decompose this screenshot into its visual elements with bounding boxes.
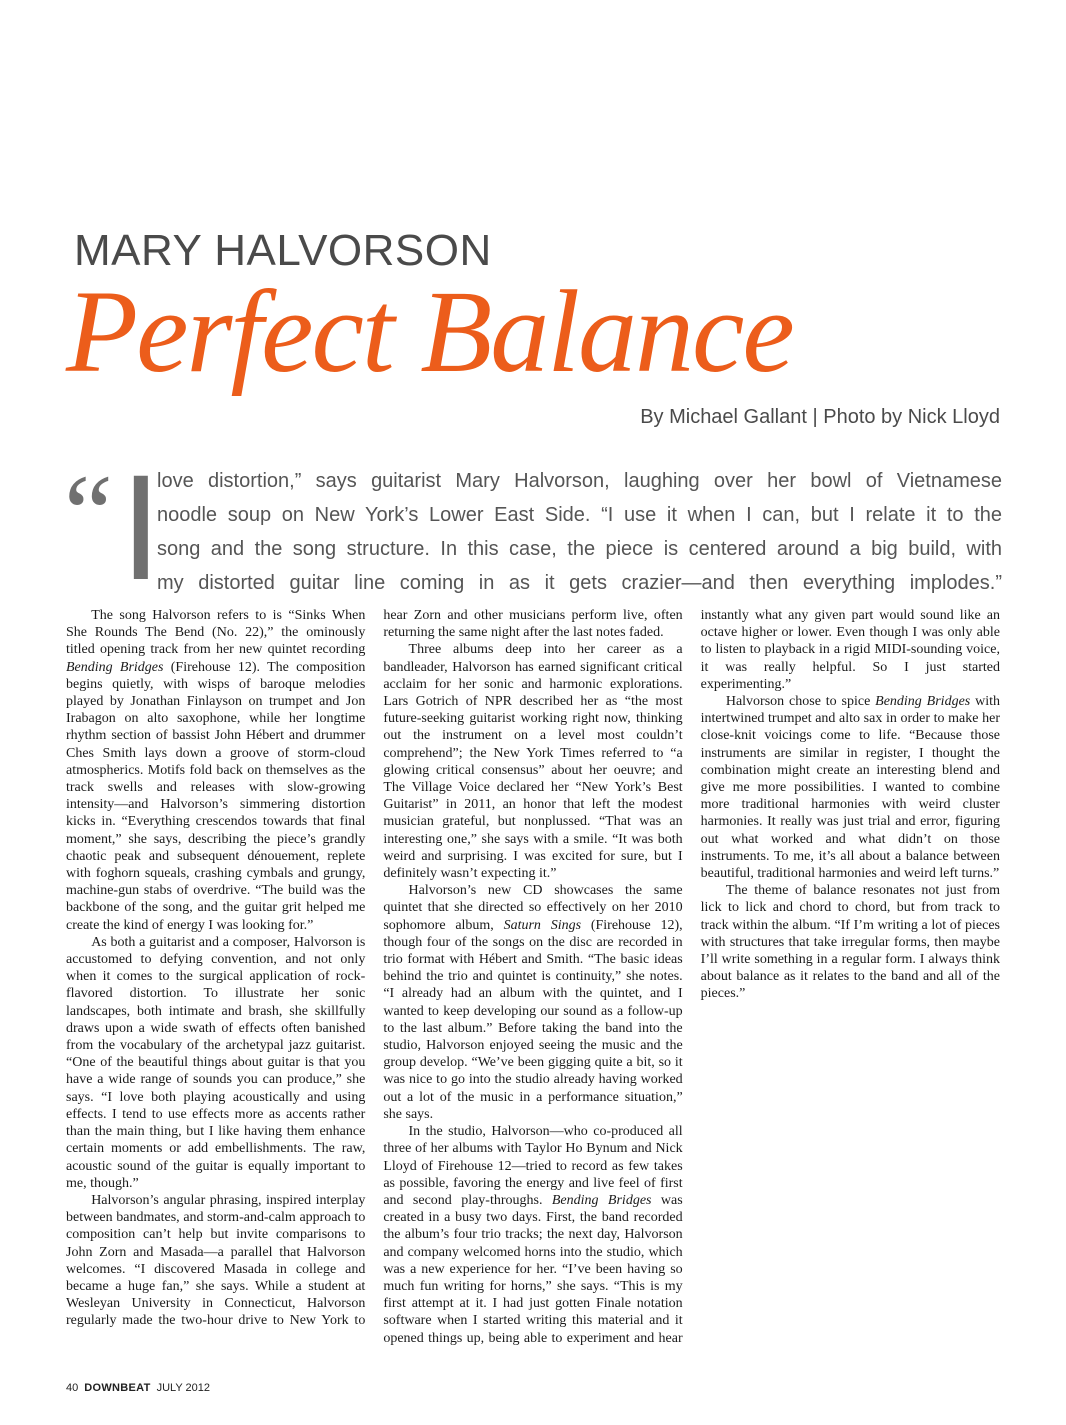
article-body (66, 607, 1000, 1347)
album-title: Bending Bridges (551, 1192, 652, 1208)
body-paragraph (701, 693, 1000, 882)
byline: By Michael Gallant | Photo by Nick Lloyd (640, 406, 1000, 428)
album-title: Bending Bridges (875, 694, 971, 710)
open-quote-mark: “ (64, 452, 113, 574)
body-paragraph: Halvorson’s angular phrasing, inspired interplay between bandmates, and storm-and-calm approach to composition can’t help but invite comparisons to John Zorn and Masada—a parallel that Halvorson welcomes. “I discovered Masada in college and became a huge fan,” she says. While a student at Wesleyan University in Connecticut, Halvorson regularly made the two-hour drive to New York to hear Zorn and other musicians perform live, often returning the same night after the last notes faded. (66, 608, 683, 1329)
body-paragraph: As both a guitarist and a composer, Halvorson is accustomed to defying convention, and not only when it comes to the surgical application of rock-flavored distortion. To illustrate her sonic landscapes, both intimate and brash, she skillfully draws upon a wide swath of effects often banished from the vocabulary of the archetypal jazz guitarist. “One of the beautiful things about guitar is that you have a wide range of sounds you can produce,” she says. “I love both playing acoustically and using effects. I tend to use effects more as accents rather than the main thing, but I like having them enhance certain moments or add embellishments. The raw, acoustic sound of the guitar is equally important to me, though.” (66, 934, 366, 1191)
magazine-name: DOWNBEAT (84, 1382, 151, 1394)
body-paragraph: Three albums deep into her career as a bandleader, Halvorson has earned significant critical acclaim for her sonic and harmonic explorations. Lars Gotrich of NPR described her as “the most future-seeking guitarist working right now, thinking out the instrument on a level most couldn’t comprehend”; the New York Times referred to “a glowing critical consensus” about her oeuvre; and The Village Voice declared her “New York’s Best Guitarist” in 2011, an honor that left the modest musician grateful, but nonplussed. “That was an interesting one,” she says with a smile. “It was both weird and surprising. I was excited for sure, but I definitely wasn’t expecting it.” (383, 642, 683, 882)
pull-quote-line: my distorted guitar line coming in as it gets crazier—and then everything implodes.” (157, 572, 1002, 594)
pull-quote (157, 464, 1002, 600)
pull-quote-line: song and the song structure. In this case, the piece is centered around a big build, with (157, 538, 1002, 560)
pull-quote-line: noodle soup on New York’s Lower East Side. “I use it when I can, but I relate it to the (157, 504, 1002, 526)
issue-date: JULY 2012 (156, 1382, 211, 1394)
page-number: 40 (66, 1382, 79, 1394)
headline-title: Perfect Balance (66, 266, 793, 397)
pull-quote-line: love distortion,” says guitarist Mary Halvorson, laughing over her bowl of Vietnamese (157, 470, 1002, 492)
kicker-artist-name: MARY HALVORSON (74, 226, 492, 275)
page-footer (66, 1381, 210, 1395)
body-text: was created in a busy two days. First, the band recorded the album’s four trio tracks; the next day, Halvorson and company welcomed horns into the studio, which was a new experience for her. “I’ve been having so much fun writing for horns,” she says. “This is my first attempt at it. I had just gotten Finale notation software when I started writing this material and it opened things up, being able to experiment and hear instantly what any given part would sound like an octave higher or lower. Even though I was only able to listen to playback in a rigid MIDI-sounding voice, it was really helpful. So I just started experimenting.” (383, 608, 1000, 1346)
body-text: The song Halvorson refers to is “Sinks When She Rounds The Bend (No. 22),” the ominously titled opening track from her new quintet recording (66, 608, 366, 658)
album-title: Bending Bridges (66, 659, 164, 675)
body-text: In the studio, Halvorson—who co-produced all three of her albums with Taylor Ho Bynum and Nick Lloyd of Firehouse 12—tried to record as few takes as possible, favoring the energy and live feel of first and second play-throughs. (383, 1124, 683, 1208)
body-paragraph (66, 607, 365, 934)
body-paragraph: The theme of balance resonates not just from lick to lick and chord to chord, but from track to track within the album. “If I’m writing a lot of pieces with structures that take irregular forms, then maybe I’ll write something in a regular form. I always think about balance as it relates to the band and all of the pieces.” (700, 883, 1000, 1002)
body-paragraph (383, 882, 682, 1123)
body-text: with intertwined trumpet and alto sax in order to make her close-knit voicings come to life. “Because those instruments are similar in register, I thought the combination might create an interesting blend and give me more possibilities. I wanted to combine more traditional harmonies with weird cluster harmonies. It really was just trial and error, figuring out what worked and what didn’t on those instruments. To me, it’s all about a balance between beautiful, traditional harmonies and weird left turns.” (700, 694, 1000, 882)
body-text: (Firehouse 12), though four of the songs on the disc are recorded in trio format with Hébert and Smith. “The basic ideas behind the trio and quintet is continuity,” she notes. “I already had an album with the quintet, and I wanted to keep developing our sound as a follow-up to the last album.” Before taking the band into the studio, Halvorson enjoyed seeing the music and the group develop. “We’ve been gigging quite a bit, so it was nice to go into the studio already having worked out a lot of the music in a performance situation,” she says. (383, 917, 683, 1122)
album-title: Saturn Sings (503, 917, 582, 933)
body-text: Halvorson’s new CD showcases the same quintet that she directed so effectively on her 2010 sophomore album, (383, 883, 683, 933)
drop-cap: I (120, 443, 162, 611)
body-text: Halvorson chose to spice (725, 694, 876, 710)
body-text: (Firehouse 12). The composition begins quietly, with wisps of baroque melodies played by Jonathan Finlayson on trumpet and Jon Irabagon on alto saxophone, while her longtime rhythm section of bassist John Hébert and drummer Ches Smith lays down a groove of storm-cloud atmospherics. Motifs fold back on themselves as the track swells and releases with slow-growing intensity—and Halvorson’s simmering distortion kicks in. “Everything crescendos towards that final moment,” she says, describing the piece’s grandly chaotic peak and subsequent dénouement, replete with foghorn squeals, crashing cymbals and grungy, machine-gun stabs of overdrive. “The build was the backbone of the song, and the guitar grit helped me create the kind of energy I was looking for.” (66, 659, 366, 933)
